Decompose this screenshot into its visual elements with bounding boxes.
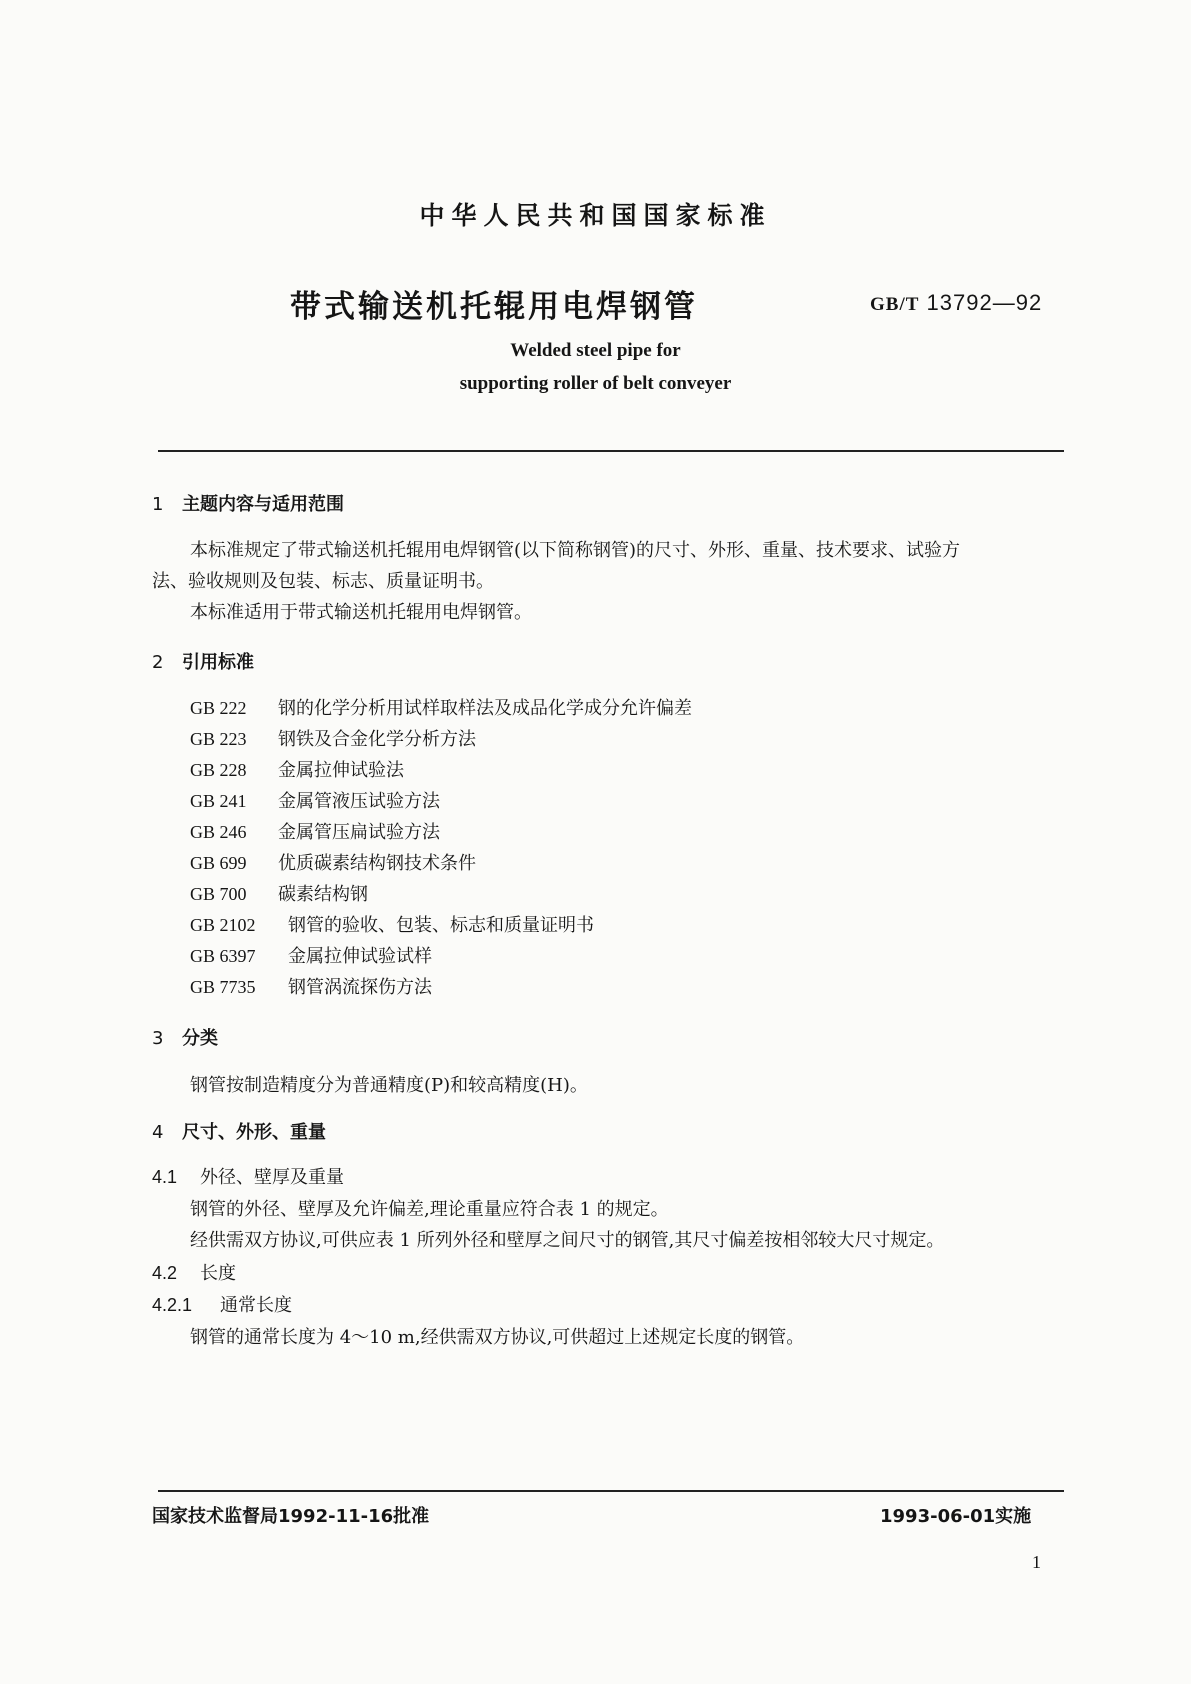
reference-item (190, 849, 476, 875)
standard-code-number: 13792—92 (926, 290, 1043, 315)
reference-item (190, 973, 432, 999)
section-2-number: 2 (152, 652, 164, 673)
reference-code: GB 699 (190, 853, 247, 873)
section-2-title: 引用标准 (182, 652, 254, 673)
section-3-heading (152, 1024, 218, 1050)
reference-title: 优质碳素结构钢技术条件 (278, 853, 476, 874)
reference-title: 金属拉伸试验法 (278, 760, 404, 781)
subsection-4-2-1-para: 钢管的通常长度为 4～10 m,经供需双方协议,可供超过上述规定长度的钢管。 (190, 1327, 805, 1348)
reference-item (190, 787, 440, 813)
reference-title: 碳素结构钢 (278, 884, 368, 905)
reference-code: GB 228 (190, 760, 247, 780)
section-1-para2: 本标准适用于带式输送机托辊用电焊钢管。 (190, 602, 532, 623)
document-title-en-line2: supporting roller of belt conveyer (459, 373, 732, 394)
section-1-para1-line2: 法、验收规则及包装、标志、质量证明书。 (152, 571, 494, 592)
subsection-4-2-title: 长度 (200, 1263, 236, 1284)
reference-code: GB 7735 (190, 977, 256, 997)
reference-item (190, 725, 476, 751)
subsection-4-1-para1: 钢管的外径、壁厚及允许偏差,理论重量应符合表 1 的规定。 (190, 1199, 669, 1220)
subsection-4-1-heading (152, 1163, 344, 1189)
reference-item (190, 694, 692, 720)
reference-code: GB 241 (190, 791, 247, 811)
approval-note: 国家技术监督局1992-11-16批准 (152, 1506, 430, 1527)
subsection-4-2-1-title: 通常长度 (220, 1295, 292, 1316)
section-4-number: 4 (152, 1122, 164, 1143)
section-3-para: 钢管按制造精度分为普通精度(P)和较高精度(H)。 (190, 1075, 588, 1096)
subsection-4-1-title: 外径、壁厚及重量 (200, 1167, 344, 1188)
section-2-heading (152, 648, 254, 674)
reference-title: 金属管液压试验方法 (278, 791, 440, 812)
subsection-4-1-number: 4.1 (152, 1167, 178, 1187)
reference-code: GB 2102 (190, 915, 256, 935)
reference-item (190, 756, 404, 782)
section-4-title: 尺寸、外形、重量 (182, 1122, 326, 1143)
subsection-4-2-1-heading (152, 1291, 292, 1317)
section-4-heading (152, 1118, 326, 1144)
implementation-date: 1993-06-01实施 (880, 1506, 1032, 1527)
reference-item (190, 818, 440, 844)
section-3-number: 3 (152, 1028, 164, 1049)
reference-code: GB 700 (190, 884, 247, 904)
reference-code: GB 223 (190, 729, 247, 749)
header-divider (158, 450, 1064, 452)
page-number: 1 (1032, 1552, 1041, 1572)
subsection-4-1-para2: 经供需双方协议,可供应表 1 所列外径和壁厚之间尺寸的钢管,其尺寸偏差按相邻较大尺寸规定。 (190, 1230, 945, 1251)
reference-code: GB 6397 (190, 946, 256, 966)
footer-divider (158, 1490, 1064, 1492)
section-1-number: 1 (152, 494, 164, 515)
reference-title: 钢铁及合金化学分析方法 (278, 729, 476, 750)
national-standard-heading: 中华人民共和国国家标准 (419, 201, 772, 230)
standard-code-prefix: GB/T (870, 294, 920, 315)
reference-title: 钢管涡流探伤方法 (288, 977, 432, 998)
section-1-para1-line1: 本标准规定了带式输送机托辊用电焊钢管(以下简称钢管)的尺寸、外形、重量、技术要求、试验方 (190, 540, 961, 561)
reference-title: 金属管压扁试验方法 (278, 822, 440, 843)
section-3-title: 分类 (182, 1028, 218, 1049)
section-1-heading (152, 490, 344, 516)
reference-item (190, 880, 368, 906)
section-1-title: 主题内容与适用范围 (182, 494, 344, 515)
reference-title: 钢管的验收、包装、标志和质量证明书 (288, 915, 594, 936)
reference-title: 金属拉伸试验试样 (288, 946, 432, 967)
reference-item (190, 911, 594, 937)
subsection-4-2-heading (152, 1259, 236, 1285)
reference-code: GB 222 (190, 698, 247, 718)
standard-code (870, 290, 1042, 316)
document-title-cn: 带式输送机托辊用电焊钢管 (290, 289, 698, 325)
reference-item (190, 942, 432, 968)
reference-title: 钢的化学分析用试样取样法及成品化学成分允许偏差 (278, 698, 692, 719)
reference-code: GB 246 (190, 822, 247, 842)
document-title-en-line1: Welded steel pipe for (510, 340, 681, 361)
subsection-4-2-number: 4.2 (152, 1263, 178, 1283)
subsection-4-2-1-number: 4.2.1 (152, 1295, 193, 1315)
